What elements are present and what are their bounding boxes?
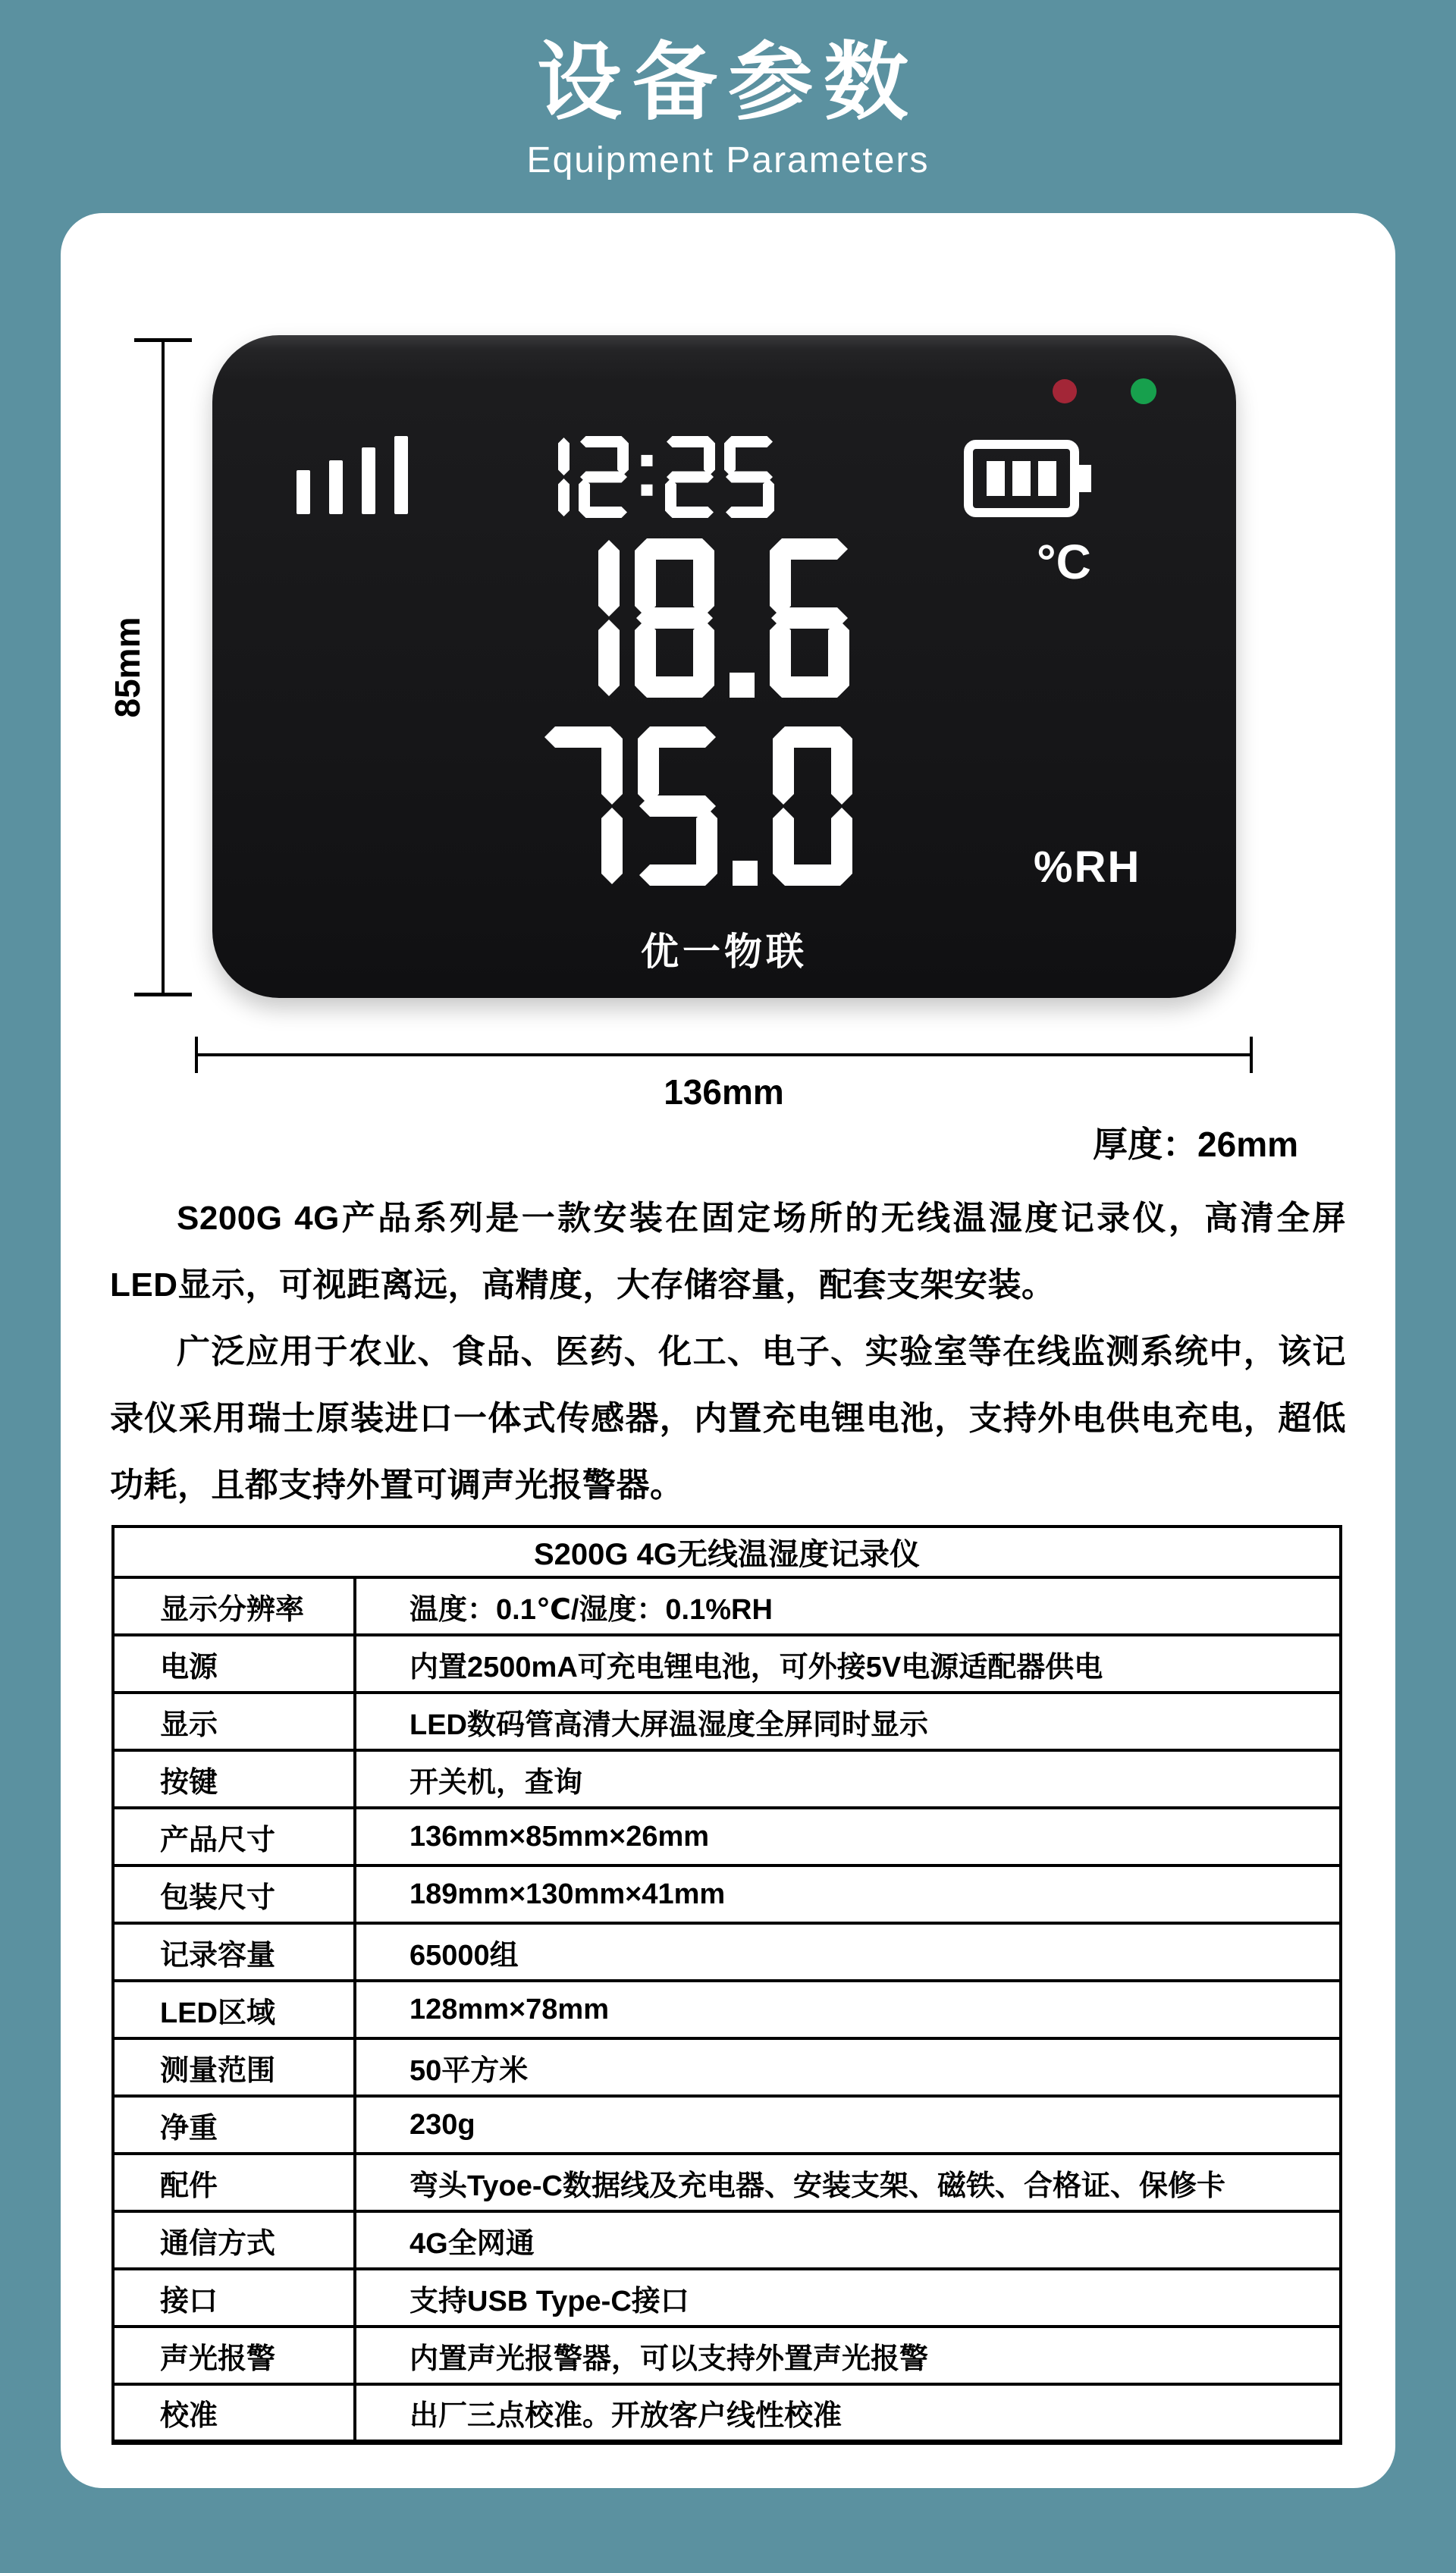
height-dimension-cap-top — [134, 338, 192, 342]
green-led-indicator — [1131, 378, 1156, 404]
width-dimension-label: 136mm — [664, 1072, 784, 1112]
spec-label-cell: 测量范围 — [113, 2038, 355, 2096]
spec-value-cell: 出厂三点校准。开放客户线性校准 — [355, 2384, 1341, 2442]
description-paragraph-2: 广泛应用于农业、食品、医药、化工、电子、实验室等在线监测系统中，该记录仪采用瑞士原装进口一体式传感器，内置充电锂电池，支持外电供电充电，超低功耗，且都支持外置可调声光报警器。 — [110, 1333, 1346, 1504]
spec-label-cell: 通信方式 — [113, 2211, 355, 2269]
spec-value-cell: 50平方米 — [355, 2038, 1341, 2096]
spec-label-cell: 接口 — [113, 2269, 355, 2327]
width-dimension-cap-right — [1250, 1037, 1253, 1073]
spec-table — [111, 1525, 1342, 2445]
signal-bars-icon — [297, 436, 408, 514]
height-dimension-line — [162, 340, 165, 995]
spec-value-cell: 开关机，查询 — [355, 1750, 1341, 1808]
spec-table-row — [113, 2327, 1341, 2384]
spec-table-row — [113, 1577, 1341, 1635]
device-brand-label: 优一物联 — [641, 930, 808, 973]
spec-table-row — [113, 1635, 1341, 1693]
spec-label-cell: 显示 — [113, 1693, 355, 1750]
spec-value-cell: LED数码管高清大屏温湿度全屏同时显示 — [355, 1693, 1341, 1750]
temperature-display — [598, 538, 850, 698]
clock-display — [558, 436, 774, 518]
spec-label-cell: 记录容量 — [113, 1923, 355, 1981]
spec-table-row — [113, 2154, 1341, 2211]
spec-value-cell: 128mm×78mm — [355, 1981, 1341, 2038]
width-dimension-line — [196, 1053, 1251, 1056]
spec-value-cell: 内置2500mA可充电锂电池，可外接5V电源适配器供电 — [355, 1635, 1341, 1693]
page-header — [0, 0, 1456, 181]
height-dimension-cap-bottom — [134, 993, 192, 996]
humidity-display — [543, 726, 853, 886]
spec-table-row — [113, 2384, 1341, 2442]
spec-value-cell: 189mm×130mm×41mm — [355, 1865, 1341, 1923]
page-title: 设备参数 — [537, 35, 919, 130]
product-description — [110, 1185, 1346, 1519]
humidity-unit-label: %RH — [1034, 843, 1141, 892]
spec-label-cell: 校准 — [113, 2384, 355, 2442]
spec-table-body — [113, 1527, 1341, 2442]
spec-table-row — [113, 2269, 1341, 2327]
description-paragraph-1: S200G 4G产品系列是一款安装在固定场所的无线温湿度记录仪，高清全屏LED显示，可视距离远，高精度，大存储容量，配套支架安装。 — [110, 1200, 1346, 1304]
red-led-indicator — [1053, 379, 1077, 403]
content-card — [61, 213, 1395, 2488]
spec-value-cell: 4G全网通 — [355, 2211, 1341, 2269]
spec-value-cell: 弯头Tyoe-C数据线及充电器、安装支架、磁铁、合格证、保修卡 — [355, 2154, 1341, 2211]
spec-label-cell: 显示分辨率 — [113, 1577, 355, 1635]
spec-table-row — [113, 1865, 1341, 1923]
spec-value-cell: 内置声光报警器，可以支持外置声光报警 — [355, 2327, 1341, 2384]
spec-table-row — [113, 2038, 1341, 2096]
celsius-unit-label: °C — [1037, 535, 1091, 589]
spec-table-row — [113, 1693, 1341, 1750]
battery-icon — [964, 438, 1097, 519]
page-subtitle: Equipment Parameters — [526, 140, 930, 180]
spec-label-cell: LED区域 — [113, 1981, 355, 2038]
spec-label-cell: 声光报警 — [113, 2327, 355, 2384]
spec-table-row — [113, 1808, 1341, 1865]
spec-label-cell: 电源 — [113, 1635, 355, 1693]
spec-label-cell: 净重 — [113, 2096, 355, 2154]
spec-table-row — [113, 2211, 1341, 2269]
spec-value-cell: 65000组 — [355, 1923, 1341, 1981]
spec-value-cell: 支持USB Type-C接口 — [355, 2269, 1341, 2327]
spec-table-row — [113, 1981, 1341, 2038]
spec-value-cell: 温度：0.1℃/湿度：0.1%RH — [355, 1577, 1341, 1635]
spec-table-row — [113, 2096, 1341, 2154]
spec-table-row — [113, 1923, 1341, 1981]
spec-label-cell: 按键 — [113, 1750, 355, 1808]
spec-table-title-row — [113, 1527, 1341, 1577]
spec-value-cell: 230g — [355, 2096, 1341, 2154]
spec-value-cell: 136mm×85mm×26mm — [355, 1808, 1341, 1865]
width-dimension-cap-left — [195, 1037, 198, 1073]
spec-table-row — [113, 1750, 1341, 1808]
height-dimension-label: 85mm — [108, 617, 147, 718]
spec-table-title: S200G 4G无线温湿度记录仪 — [533, 1538, 920, 1571]
thickness-label: 厚度：26mm — [1093, 1125, 1298, 1164]
spec-label-cell: 配件 — [113, 2154, 355, 2211]
device-image — [212, 335, 1236, 998]
spec-label-cell: 包装尺寸 — [113, 1865, 355, 1923]
spec-label-cell: 产品尺寸 — [113, 1808, 355, 1865]
